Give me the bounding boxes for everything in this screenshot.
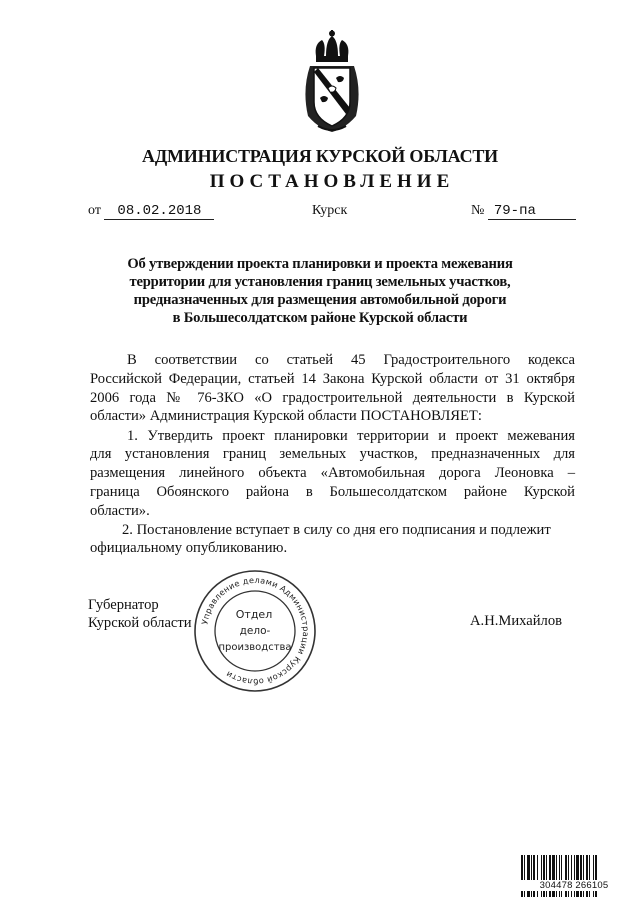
office-stamp (192, 568, 318, 694)
preamble-line: Российской Федерации, статьей 14 Закона Курской области от 31 октября (90, 370, 575, 387)
stamp-ring-text: Управление делами Администрации Курской области (199, 574, 312, 688)
item-2-line: 2. Постановление вступает в силу со дня его подписания и подлежит (122, 521, 551, 538)
document-type: ПОСТАНОВЛЕНИЕ (209, 171, 455, 192)
document-date: 08.02.2018 (104, 204, 214, 220)
item-1-line: области». (90, 502, 150, 519)
position-line: Курской области (88, 614, 192, 631)
organization-title: АДМИНИСТРАЦИЯ КУРСКОЙ ОБЛАСТИ (142, 146, 498, 166)
item-2-line: официальному опубликованию. (90, 540, 288, 557)
item-1-line: размещения линейного объекта «Автомобильная дорога Леоновка – (90, 465, 575, 482)
preamble-line: 2006 года № 76-ЗКО «О градостроительной деятельности в Курской (90, 389, 575, 406)
stamp-center-line: Отдел (235, 608, 273, 621)
number-prefix: № (471, 203, 485, 218)
kursk-coat-of-arms-icon (300, 30, 364, 134)
preamble-line: области» Администрация Курской области ПОСТАНОВЛЯЕТ: (90, 408, 482, 425)
item-1-line: 1. Утвердить проект планировки территории и проект межевания (127, 427, 575, 444)
subject-line: предназначенных для размещения автомобильной дороги (133, 292, 507, 308)
preamble-paragraph (90, 351, 575, 426)
signatory-name: А.Н.Михайлов (470, 613, 563, 629)
subject-line: территории для установления границ земельных участков, (129, 274, 511, 290)
preamble-line: В соответствии со статьей 45 Градостроительного кодекса (127, 352, 575, 368)
document-number: 79-па (488, 204, 576, 220)
document-subject (100, 255, 540, 327)
item-2-paragraph (90, 521, 575, 559)
date-block (88, 203, 214, 220)
number-block (471, 203, 576, 220)
city: Курск (312, 203, 348, 218)
stamp-center-line: производства (218, 642, 292, 653)
signatory-position (88, 597, 192, 632)
stamp-center-line: дело- (239, 625, 271, 637)
barcode-number: 304478 266105 (519, 880, 629, 891)
item-1-line: граница Обоянского района в Большесолдатском районе Курской (90, 483, 575, 500)
subject-line: Об утверждении проекта планировки и проекта межевания (127, 256, 513, 272)
subject-line: в Большесолдатском районе Курской области (172, 310, 468, 326)
date-prefix: от (88, 203, 101, 218)
position-line: Губернатор (88, 597, 159, 613)
item-1-line: для установления границ земельных участков, предназначенных для (90, 446, 575, 463)
item-1-paragraph (90, 427, 575, 521)
